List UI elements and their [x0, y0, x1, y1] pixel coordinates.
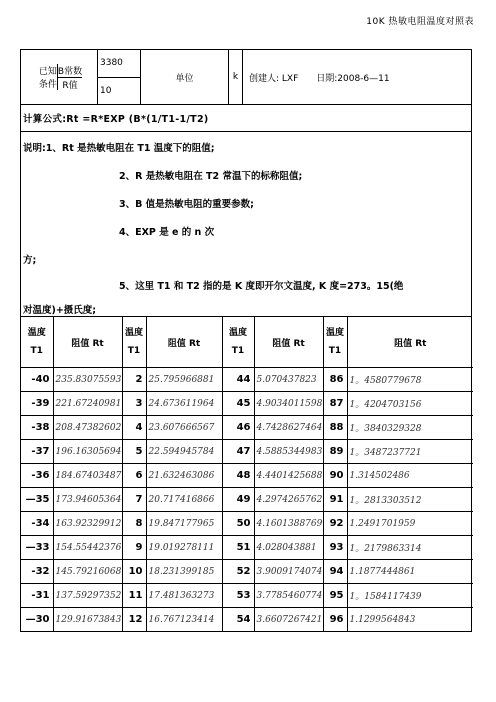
temperature-cell: -39: [21, 392, 53, 416]
table-row: [21, 512, 473, 536]
resistance-cell: 3.6607267421: [254, 608, 323, 632]
resistance-cell: 184.67403487: [53, 464, 122, 488]
temperature-cell: 9: [122, 536, 146, 560]
table-row: [21, 392, 473, 416]
resistance-cell: 173.94605364: [53, 488, 122, 512]
resistance-cell: 16.767123414: [146, 608, 222, 632]
creator-text: 创建人: LXF: [249, 73, 299, 84]
temperature-cell: 8: [122, 512, 146, 536]
resistance-cell: 4.1601388769: [254, 512, 323, 536]
resistance-cell: 1。4580779678: [347, 368, 473, 392]
table-row: [21, 608, 473, 632]
note-2: 2、R 是热敏电阻在 T2 常温下的标称阻值;: [119, 171, 303, 182]
temperature-cell: 50: [222, 512, 254, 536]
table-row: [21, 560, 473, 584]
header-rt-4: 阻值 Rt: [347, 317, 473, 368]
note-4: 4、EXP 是 e 的 n 次: [119, 227, 215, 238]
notes-block: [21, 132, 471, 317]
header-temp-3: 温度 T1: [222, 317, 254, 368]
table-row: [21, 536, 473, 560]
temperature-cell: 45: [222, 392, 254, 416]
temperature-cell: 94: [323, 560, 347, 584]
resistance-cell: 1.2491701959: [347, 512, 473, 536]
temperature-cell: 3: [122, 392, 146, 416]
unit-value: k: [229, 50, 243, 104]
resistance-cell: 5.070437823: [254, 368, 323, 392]
temperature-cell: 92: [323, 512, 347, 536]
temperature-cell: -31: [21, 584, 53, 608]
date-text: 日期:2008-6—11: [316, 73, 390, 84]
creator-date: [243, 50, 470, 104]
temperature-cell: 6: [122, 464, 146, 488]
temperature-cell: 47: [222, 440, 254, 464]
resistance-cell: 129.91673843: [53, 608, 122, 632]
header-temp-4: 温度 T1: [323, 317, 347, 368]
thermistor-table-sheet: [20, 49, 472, 632]
unit-label: 单位: [141, 50, 229, 104]
resistance-cell: 18.231399185: [146, 560, 222, 584]
table-row: [21, 440, 473, 464]
table-row: [21, 416, 473, 440]
resistance-cell: 163.92329912: [53, 512, 122, 536]
header-temp-1: 温度 T1: [21, 317, 53, 368]
resistance-cell: 208.47382602: [53, 416, 122, 440]
header-temp-2: 温度 T1: [122, 317, 146, 368]
r-value-value: 10: [98, 77, 140, 105]
temperature-cell: -37: [21, 440, 53, 464]
temperature-cell: —33: [21, 536, 53, 560]
note-1: 说明:1、Rt 是热敏电阻在 T1 温度下的阻值;: [23, 143, 215, 154]
temperature-cell: 49: [222, 488, 254, 512]
temperature-cell: 5: [122, 440, 146, 464]
resistance-cell: 4.7428627464: [254, 416, 323, 440]
temperature-cell: 46: [222, 416, 254, 440]
resistance-cell: 19.019278111: [146, 536, 222, 560]
temperature-cell: 53: [222, 584, 254, 608]
temperature-cell: 4: [122, 416, 146, 440]
temperature-cell: 88: [323, 416, 347, 440]
temperature-cell: —35: [21, 488, 53, 512]
table-row: [21, 368, 473, 392]
resistance-cell: 24.673611964: [146, 392, 222, 416]
resistance-cell: 17.481363273: [146, 584, 222, 608]
table-row: [21, 464, 473, 488]
resistance-cell: 4.9034011598: [254, 392, 323, 416]
temperature-cell: 90: [323, 464, 347, 488]
resistance-cell: 4.028043881: [254, 536, 323, 560]
resistance-cell: 4.2974265762: [254, 488, 323, 512]
resistance-cell: 1.1299564843: [347, 608, 473, 632]
resistance-cell: 221.67240981: [53, 392, 122, 416]
temperature-cell: 2: [122, 368, 146, 392]
known-label-2: 条件: [38, 80, 57, 90]
temperature-cell: 11: [122, 584, 146, 608]
temperature-cell: 91: [323, 488, 347, 512]
resistance-cell: 1.314502486: [347, 464, 473, 488]
resistance-cell: 1.1877444861: [347, 560, 473, 584]
document-title: 10K 热敏电阻温度对照表: [366, 17, 474, 27]
resistance-cell: 1。4204703156: [347, 392, 473, 416]
known-label-1: 已知: [38, 67, 57, 77]
known-labels: [21, 50, 98, 104]
temperature-cell: 12: [122, 608, 146, 632]
header-rt-3: 阻值 Rt: [254, 317, 323, 368]
temperature-cell: —30: [21, 608, 53, 632]
resistance-cell: 1。3840329328: [347, 416, 473, 440]
resistance-cell: 235.83075593: [53, 368, 122, 392]
note-3: 3、B 值是热敏电阻的重要参数;: [119, 199, 254, 210]
b-constant-value: 3380: [100, 58, 123, 69]
temperature-cell: 48: [222, 464, 254, 488]
resistance-cell: 1。2813303512: [347, 488, 473, 512]
note-6: 5、这里 T1 和 T2 指的是 K 度即开尔文温度, K 度=273。15(绝: [119, 281, 404, 292]
temperature-cell: -38: [21, 416, 53, 440]
resistance-cell: 154.55442376: [53, 536, 122, 560]
resistance-cell: 21.632463086: [146, 464, 222, 488]
resistance-cell: 1。3487237721: [347, 440, 473, 464]
resistance-cell: 25.795966881: [146, 368, 222, 392]
r-value-label: R值: [62, 80, 78, 91]
table-row: [21, 584, 473, 608]
known-conditions-block: [21, 50, 471, 105]
temperature-cell: 95: [323, 584, 347, 608]
resistance-cell: 3.9009174074: [254, 560, 323, 584]
temperature-cell: 96: [323, 608, 347, 632]
resistance-cell: 145.79216068: [53, 560, 122, 584]
resistance-table: [21, 317, 473, 631]
temperature-cell: 10: [122, 560, 146, 584]
temperature-cell: 44: [222, 368, 254, 392]
temperature-cell: -34: [21, 512, 53, 536]
resistance-cell: 1。2179863314: [347, 536, 473, 560]
table-header-row: [21, 317, 473, 368]
resistance-cell: 22.594945784: [146, 440, 222, 464]
temperature-cell: 7: [122, 488, 146, 512]
temperature-cell: 93: [323, 536, 347, 560]
note-5: 方;: [23, 255, 37, 266]
resistance-cell: 196.16305694: [53, 440, 122, 464]
resistance-cell: 137.59297352: [53, 584, 122, 608]
temperature-cell: 54: [222, 608, 254, 632]
temperature-cell: 52: [222, 560, 254, 584]
temperature-cell: 89: [323, 440, 347, 464]
b-constant-label: B常数: [58, 64, 82, 78]
resistance-cell: 19.847177965: [146, 512, 222, 536]
header-rt-1: 阻值 Rt: [53, 317, 122, 368]
resistance-cell: 23.607666567: [146, 416, 222, 440]
formula-line: 计算公式:Rt =R*EXP (B*(1/T1-1/T2): [21, 105, 471, 132]
resistance-cell: 4.4401425688: [254, 464, 323, 488]
temperature-cell: -36: [21, 464, 53, 488]
header-rt-2: 阻值 Rt: [146, 317, 222, 368]
note-7: 对温度)+摄氏度;: [23, 305, 97, 316]
known-values: [98, 50, 141, 104]
resistance-cell: 3.7785460774: [254, 584, 323, 608]
temperature-cell: 86: [323, 368, 347, 392]
temperature-cell: -40: [21, 368, 53, 392]
resistance-cell: 4.5885344983: [254, 440, 323, 464]
temperature-cell: 51: [222, 536, 254, 560]
table-row: [21, 488, 473, 512]
resistance-cell: 20.717416866: [146, 488, 222, 512]
resistance-cell: 1。1584117439: [347, 584, 473, 608]
temperature-cell: -32: [21, 560, 53, 584]
temperature-cell: 87: [323, 392, 347, 416]
